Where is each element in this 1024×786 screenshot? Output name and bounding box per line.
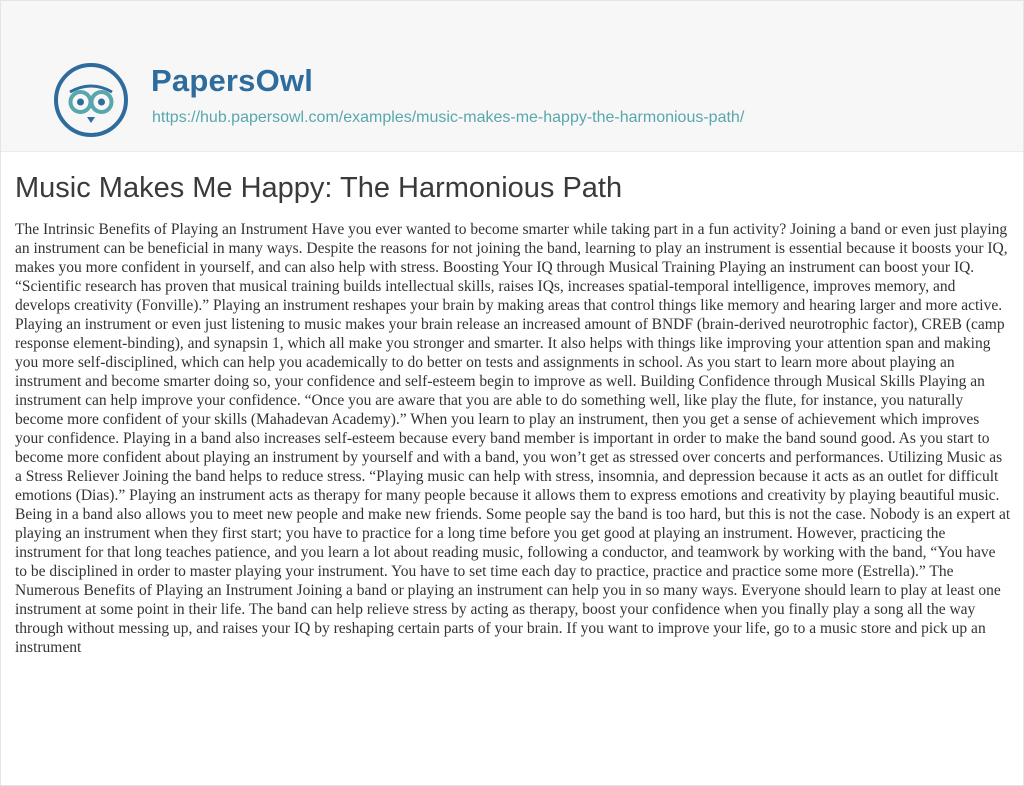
- owl-logo-icon: [53, 62, 129, 138]
- brand-name: PapersOwl: [151, 63, 314, 98]
- source-url-link[interactable]: https://hub.papersowl.com/examples/music-makes-me-happy-the-harmonious-path/: [152, 109, 745, 126]
- page-header: [1, 1, 1023, 152]
- essay-title: Music Makes Me Happy: The Harmonious Path: [15, 172, 623, 204]
- essay-body: The Intrinsic Benefits of Playing an Instrument Have you ever wanted to become smarter while taking part in a fun activity? Joining a band or even just playing an instrument can be beneficial in many ways. Despite the reasons for not joining the band, learning to play an instrument is essential because it boosts your IQ, makes you more confident in yourself, and can also help with stress. Boosting Your IQ through Musical Training Playing an instrument can boost your IQ. “Scientific research has proven that musical training builds intellectual skills, raises IQs, increases spatial-temporal intelligence, improves memory, and develops creativity (Fonville).” Playing an instrument reshapes your brain by making areas that control things like memory and hearing larger and more active. Playing an instrument or even just listening to music makes your brain release an increased amount of BNDF (brain-derived neurotrophic factor), CREB (camp response element-binding), and synapsin 1, which all make you stronger and smarter. It also helps with things like improving your attention span and making you more self-disciplined, which can help you academically to do better on tests and assignments in school. As you start to learn more about playing an instrument and become smarter doing so, your confidence and self-esteem begin to improve as well. Building Confidence through Musical Skills Playing an instrument can help improve your confidence. “Once you are aware that you are able to do something well, like play the flute, for instance, you naturally become more confident of your skills (Mahadevan Academy).” When you learn to play an instrument, then you get a sense of achievement which improves your confidence. Playing in a band also increases self-esteem because every band member is important in order to make the band sound good. As you start to become more confident about playing an instrument by yourself and with a band, you won’t get as stressed over concerts and performances. Utilizing Music as a Stress Reliever Joining the band helps to reduce stress. “Playing music can help with stress, insomnia, and depression because it acts as an outlet for difficult emotions (Dias).” Playing an instrument acts as therapy for many people because it allows them to express emotions and creativity by playing beautiful music. Being in a band also allows you to meet new people and make new friends. Some people say the band is too hard, but this is not the case. Nobody is an expert at playing an instrument when they first start; you have to practice for a long time before you get good at playing an instrument. However, practicing the instrument for that long teaches patience, and you learn a lot about reading music, following a conductor, and teamwork by working with the band, “You have to be disciplined in order to master playing your instrument. You have to set time each day to practice, practice and practice some more (Estrella).” The Numerous Benefits of Playing an Instrument Joining a band or playing an instrument can help you in so many ways. Everyone should learn to play at least one instrument at some point in their life. The band can help relieve stress by acting as therapy, boost your confidence when you finally play a song all the way through without messing up, and raises your IQ by reshaping certain parts of your brain. If you want to improve your life, go to a music store and pick up an instrument: [15, 221, 1011, 656]
